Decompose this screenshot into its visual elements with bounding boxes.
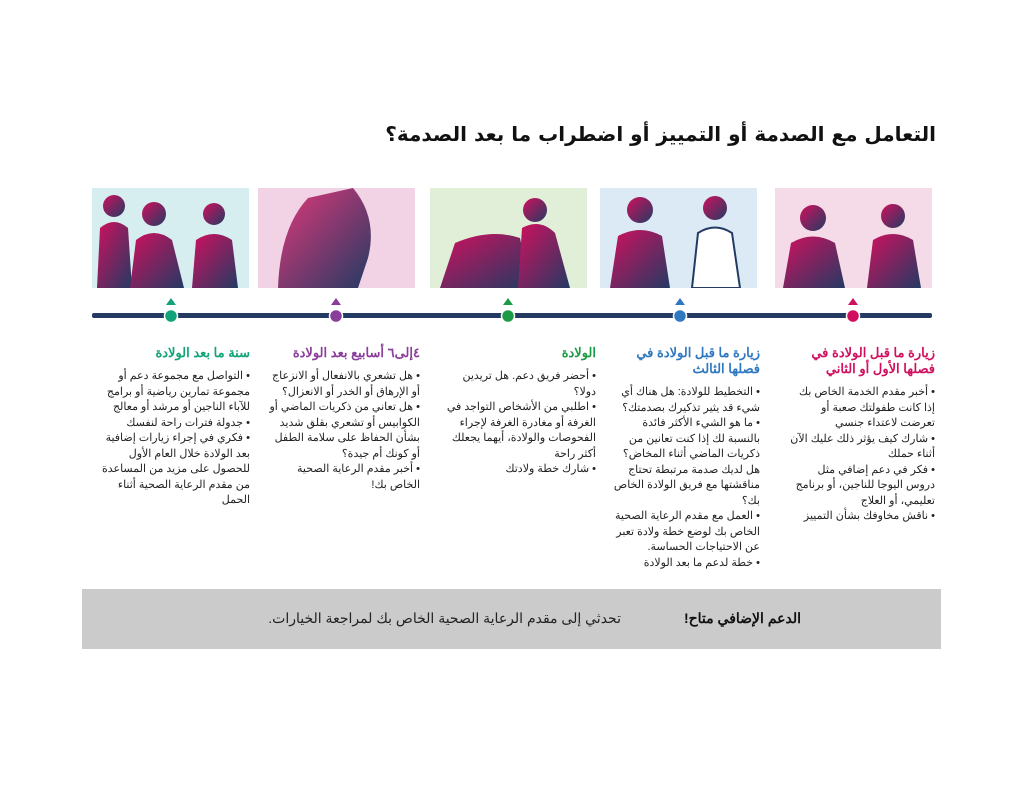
- timeline-marker-stage5: [162, 298, 180, 328]
- bullet-item: • فكري في إجراء زيارات إضافية بعد الولادة خلال العام الأول للحصول على مزيد من المساعدة من مقدم الرعاية الصحية أثناء الحمل: [92, 431, 250, 509]
- bullet-item: • فكر في دعم إضافي مثل دروس اليوجا للناجين، أو برنامج تعليمي، أو العلاج: [790, 463, 935, 510]
- bullet-item: • هل تشعري بالانفعال أو الانزعاج أو الإرهاق أو الخدر أو الانعزال؟: [265, 369, 420, 400]
- page-title: التعامل مع الصدمة أو التمييز أو اضطراب ما بعد الصدمة؟: [385, 122, 936, 146]
- bullet-item: • ما هو الشيء الأكثر فائدة بالنسبة لك إذا كنت تعانين من ذكريات الماضي أثناء المخاض؟ هل لديك صدمة مرتبطة تحتاج مناقشتها مع فريق الولادة الخاص بك؟: [610, 416, 760, 509]
- bullet-item: • العمل مع مقدم الرعاية الصحية الخاص بك لوضع خطة ولادة تعبر عن الاحتياجات الحساسة.: [610, 509, 760, 556]
- support-banner-heading: الدعم الإضافي متاح!: [683, 610, 801, 626]
- bullet-item: • أخبر مقدم الرعاية الصحية الخاص بك!: [265, 462, 420, 493]
- stage-third-trimester: [610, 345, 760, 571]
- bullet-item: • ناقش مخاوفك بشأن التمييز: [790, 509, 935, 525]
- bullet-item: • خطة لدعم ما بعد الولادة: [610, 556, 760, 572]
- bullet-item: • هل تعاني من ذكريات الماضي أو الكوابيس أو تشعري بقلق شديد بشأن الحفاظ على سلامة الطفل أو كونك أم جيدة؟: [265, 400, 420, 462]
- bullet-item: • التخطيط للولادة: هل هناك أي شيء قد يثير تذكيرك بصدمتك؟: [610, 385, 760, 416]
- birth-illustration: [430, 188, 587, 288]
- bullet-item: • شارك كيف يؤثر ذلك عليك الآن أثناء حملك: [790, 432, 935, 463]
- bullet-item: • أحضر فريق دعم. هل تريدين دولا؟: [438, 369, 596, 400]
- first-second-trimester-illustration: [775, 188, 932, 288]
- bullet-item: • أخبر مقدم الخدمة الخاص بك إذا كانت طفولتك صعبة أو تعرضت لاعتداء جنسي: [790, 385, 935, 432]
- stage-first-second-trimester: [790, 345, 935, 525]
- bullet-item: • التواصل مع مجموعة دعم أو مجموعة تمارين رياضية أو برامج للآباء الناجين أو مرشد أو معالج: [92, 369, 250, 416]
- timeline-marker-stage3: [499, 298, 517, 328]
- stage-heading: الولادة: [561, 345, 596, 360]
- timeline-marker-stage2: [671, 298, 689, 328]
- postpartum-year-illustration: [92, 188, 249, 288]
- stage-heading: سنة ما بعد الولادة: [155, 345, 250, 360]
- weeks-after-birth-illustration: [258, 188, 415, 288]
- stage-heading: زيارة ما قبل الولادة في فصلها الثالث: [636, 345, 760, 376]
- timeline-marker-stage4: [327, 298, 345, 328]
- third-trimester-illustration: [600, 188, 757, 288]
- stage-birth: [438, 345, 596, 478]
- stage-postpartum-year: [92, 345, 250, 509]
- stage-heading: ٤إلى٦ أسابيع بعد الولادة: [292, 345, 420, 360]
- timeline-marker-stage1: [844, 298, 862, 328]
- bullet-item: • اطلبي من الأشخاص التواجد في الغرفة أو مغادرة الغرفة لإجراء الفحوصات والولادة، أيهما يجعلك أكثر راحة: [438, 400, 596, 462]
- bullet-item: • شارك خطة ولادتك: [438, 462, 596, 478]
- support-banner-text: تحدثي إلى مقدم الرعاية الصحية الخاص بك لمراجعة الخيارات.: [268, 610, 621, 626]
- bullet-item: • جدولة فترات راحة لنفسك: [92, 416, 250, 432]
- support-banner: [82, 589, 941, 649]
- stage-weeks-after-birth: [265, 345, 420, 493]
- stage-heading: زيارة ما قبل الولادة في فصلها الأول أو الثاني: [811, 345, 935, 376]
